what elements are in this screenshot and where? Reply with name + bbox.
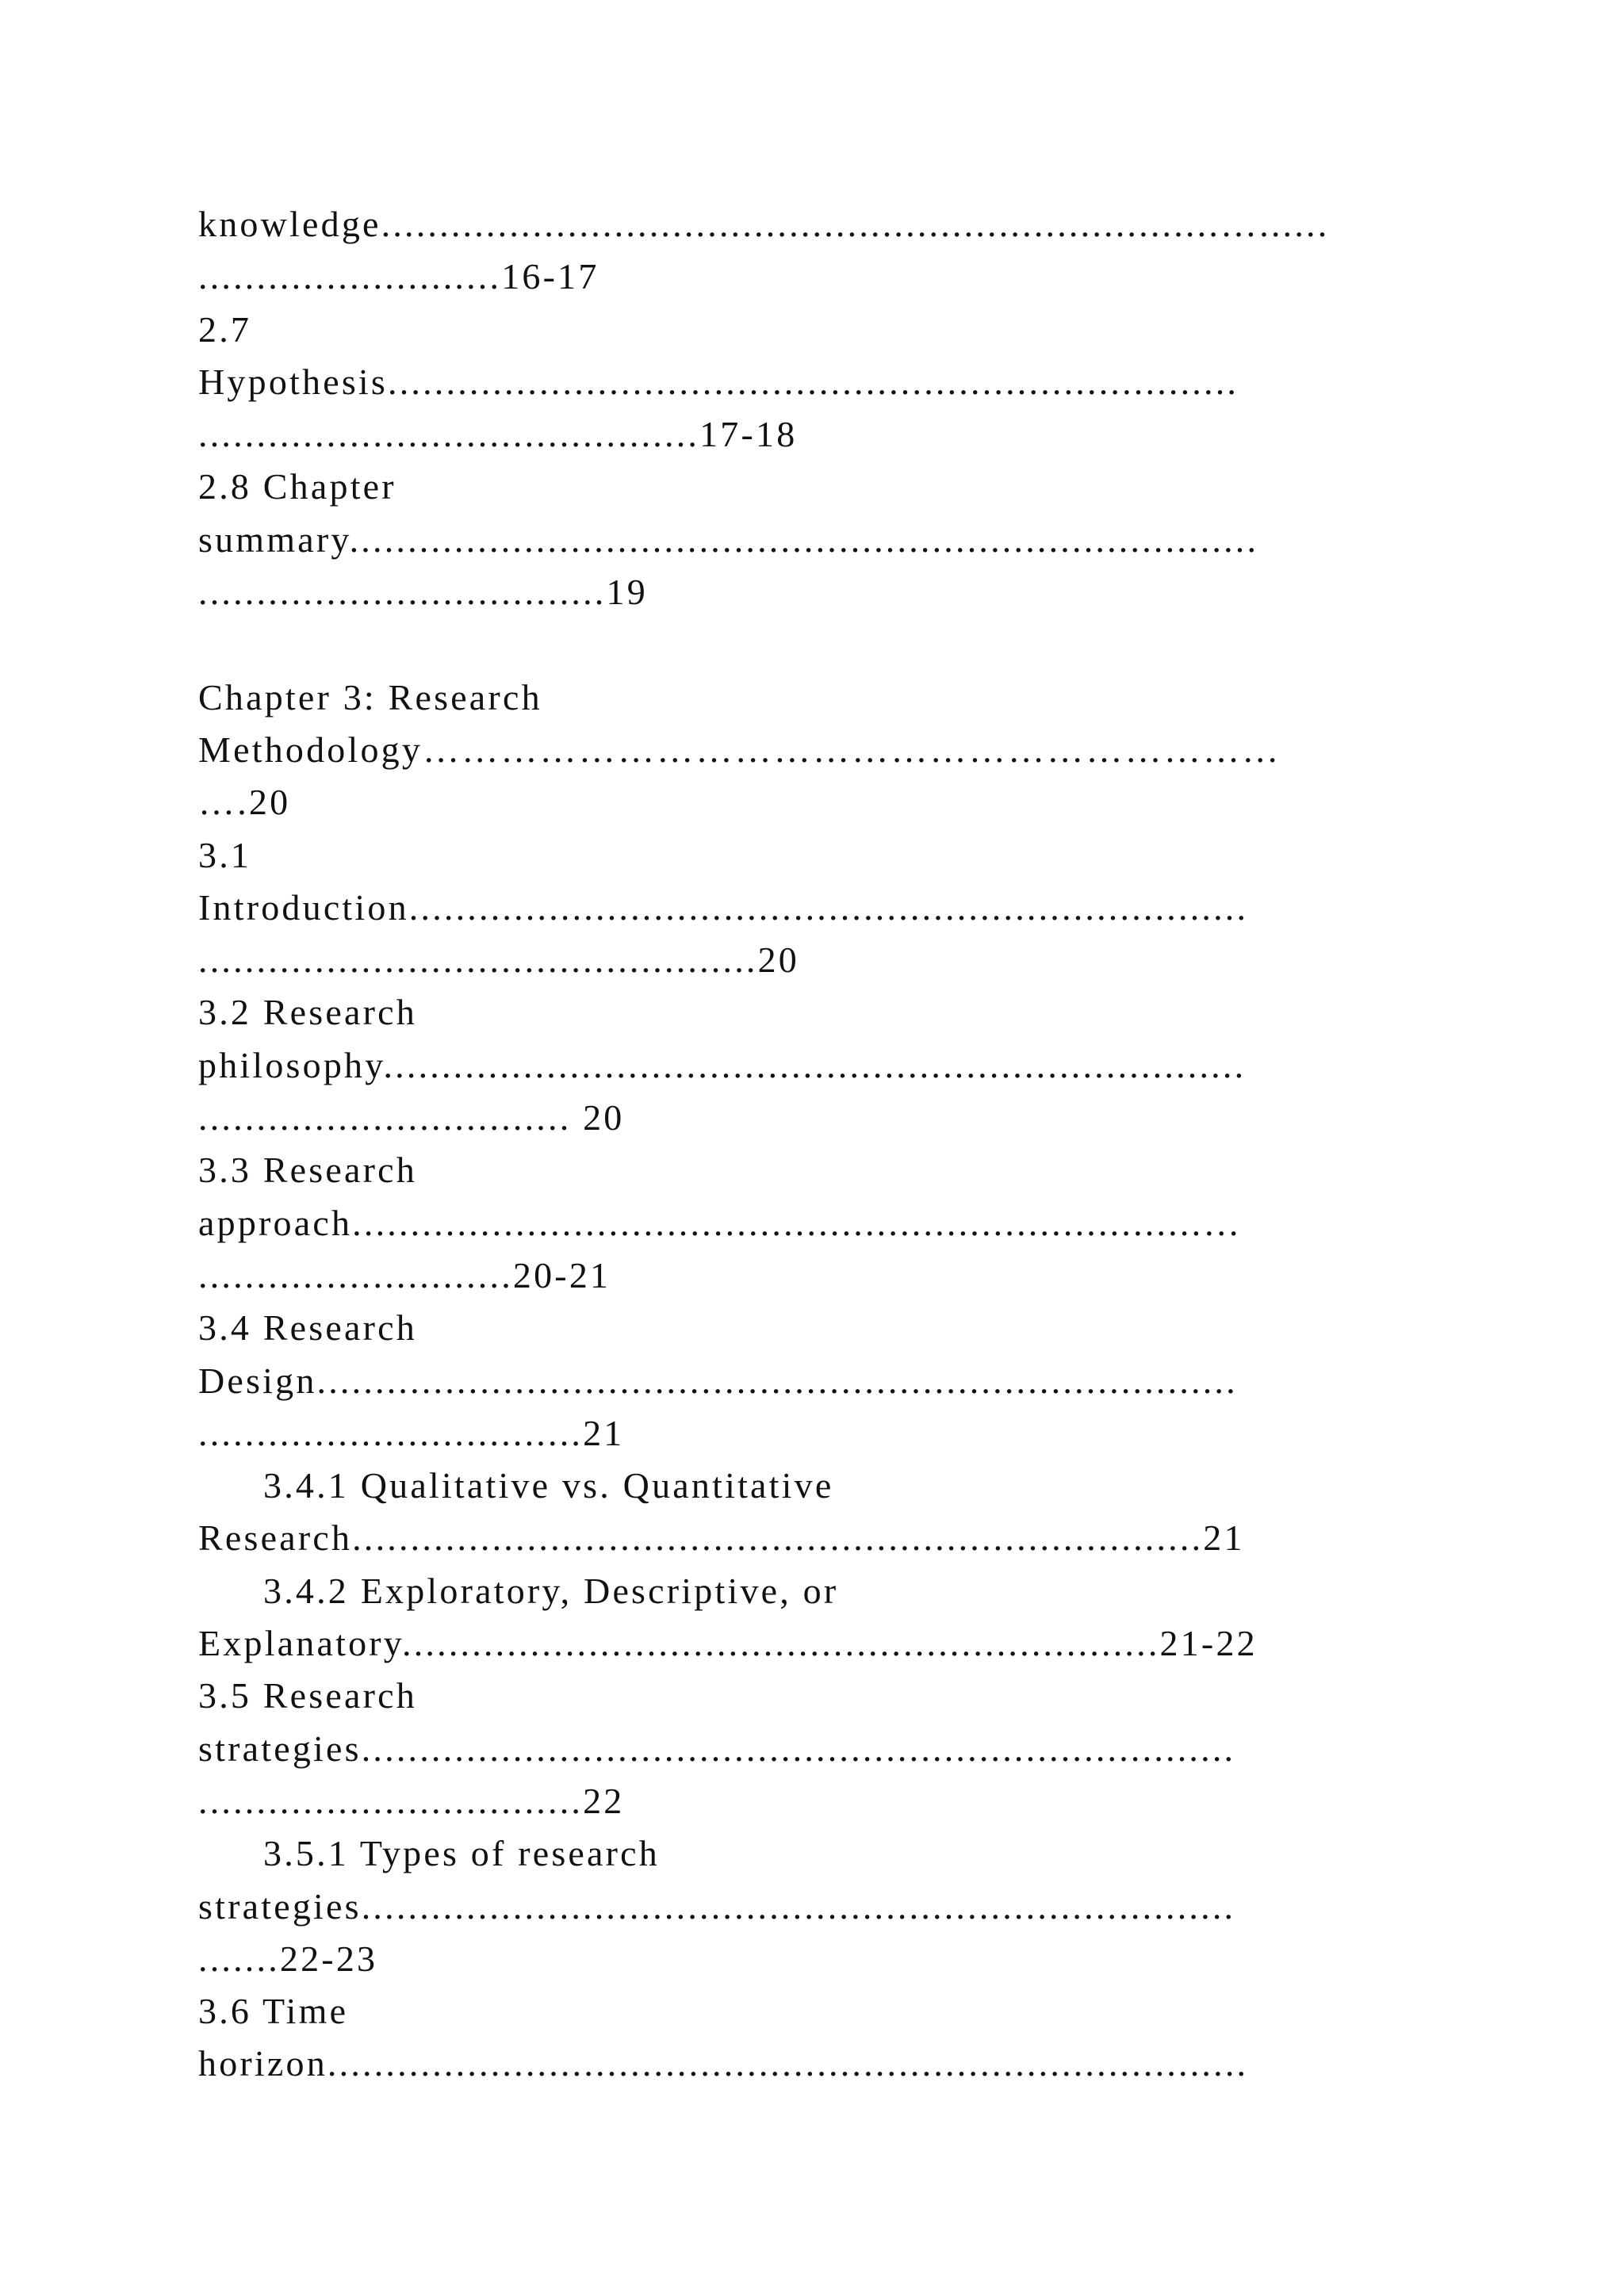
toc-line-3-6-time: 3.6 Time xyxy=(198,1991,349,2032)
toc-line-3-4-research: 3.4 Research xyxy=(198,1307,417,1349)
toc-line-page-20-21: ...........................20-21 xyxy=(198,1254,611,1295)
toc-line-horizon: horizon............................................................................... xyxy=(198,2043,1249,2084)
toc-line-page-20-a: ….20 xyxy=(198,782,291,823)
toc-line-page-19: ...................................19 xyxy=(198,572,648,613)
toc-line-page-20-c: ................................ 20 xyxy=(198,1097,625,1138)
table-of-contents xyxy=(198,198,1435,2091)
toc-line-design: Design............................................................................... xyxy=(198,1360,1238,1401)
toc-line-knowledge-entry: knowledge........................................................................…...... xyxy=(198,204,1330,244)
toc-line-philosophy: philosophy.......................................................................... xyxy=(198,1044,1247,1085)
toc-line-summary: summary.............................................................................. xyxy=(198,519,1259,560)
toc-line-3-1-number: 3.1 xyxy=(198,834,252,875)
toc-line-methodology: Methodology………………………………………………………… xyxy=(198,729,1281,770)
toc-line-approach: approach.........................................................................… xyxy=(198,1202,1243,1243)
toc-line-blank xyxy=(198,618,1435,671)
toc-line-explanatory: Explanatory.................................................................21-22 xyxy=(198,1623,1258,1664)
toc-line-page-22-23: .......22-23 xyxy=(198,1938,378,1979)
toc-line-hypothesis: Hypothesis......................................................................... xyxy=(198,361,1239,402)
toc-line-chapter-3-title: Chapter 3: Research xyxy=(198,676,542,718)
toc-line-research-21: Research.........................................................................21 xyxy=(198,1517,1245,1559)
toc-line-3-2-research: 3.2 Research xyxy=(198,992,417,1033)
toc-line-2-7-number: 2.7 xyxy=(198,308,252,350)
toc-line-strategies-b: strategies........................................................................... xyxy=(198,1885,1236,1927)
toc-line-page-16-17: ..........................16-17 xyxy=(198,256,599,297)
toc-line-page-22: .................................22 xyxy=(198,1780,625,1821)
toc-line-strategies: strategies........................................................................... xyxy=(198,1728,1236,1769)
toc-line-3-3-research: 3.3 Research xyxy=(198,1150,417,1191)
toc-line-page-21: .................................21 xyxy=(198,1412,625,1453)
toc-line-introduction: Introduction........................................................................ xyxy=(198,886,1249,928)
toc-line-2-8-chapter: 2.8 Chapter xyxy=(198,466,396,507)
toc-line-3-4-1-qualitative: 3.4.1 Qualitative vs. Quantitative xyxy=(263,1465,834,1506)
toc-line-3-5-1-types: 3.5.1 Types of research xyxy=(263,1833,660,1874)
toc-line-3-5-research: 3.5 Research xyxy=(198,1675,417,1716)
toc-line-page-17-18: ...........................................17-18 xyxy=(198,414,798,455)
toc-line-page-20-b: ................................................20 xyxy=(198,939,799,981)
toc-line-3-4-2-exploratory: 3.4.2 Exploratory, Descriptive, or xyxy=(263,1570,839,1611)
